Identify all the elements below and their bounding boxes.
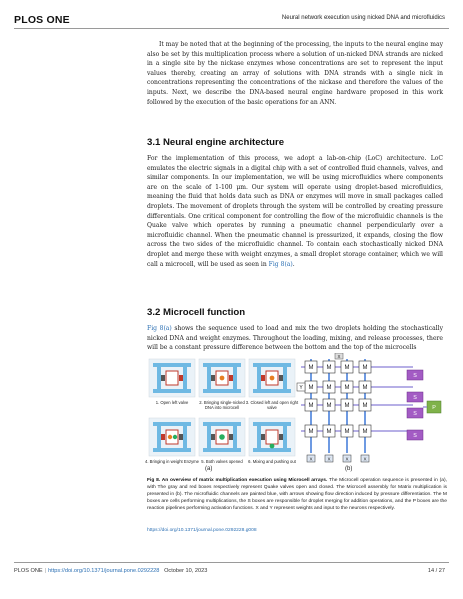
page-number: 14 / 27 <box>427 568 445 574</box>
channel-left <box>157 367 161 389</box>
section-heading-3-1: 3.1 Neural engine architecture <box>147 137 285 148</box>
panel-a-diagram <box>147 355 297 475</box>
channel-bottom <box>203 389 241 393</box>
channel-top <box>203 363 241 367</box>
figure-doi-link[interactable]: https://doi.org/10.1371/journal.pone.0292228.g008 <box>147 528 257 533</box>
s-box-label: S <box>413 411 417 417</box>
panel-b-label: (b) <box>345 466 353 472</box>
m-cell-label: M <box>326 385 332 392</box>
channel-left <box>157 426 161 448</box>
m-cell-label: M <box>344 385 350 392</box>
right-valve <box>179 375 183 381</box>
panel-a-label: (a) <box>205 466 213 472</box>
channel-bottom <box>253 448 291 452</box>
m-cell-label: M <box>308 365 314 372</box>
footer-doi-link[interactable]: https://doi.org/10.1371/journal.pone.0292228 <box>48 568 160 574</box>
s-box-label: S <box>413 395 417 401</box>
paragraph-2 <box>147 154 443 269</box>
channel-top <box>203 422 241 426</box>
channel-left <box>207 367 211 389</box>
right-valve <box>229 375 233 381</box>
p-box-label: P <box>432 405 436 411</box>
step-4-caption: 4. Bringing in weight Enzyme <box>145 459 199 464</box>
channel-left <box>257 426 261 448</box>
y-input-label: Y <box>299 385 303 391</box>
panel-b-diagram <box>295 353 445 471</box>
m-cell-label: M <box>362 385 368 392</box>
m-cell-label: M <box>308 429 314 436</box>
channel-top <box>253 363 291 367</box>
x-input-label: X <box>345 456 349 462</box>
s-box-label: S <box>413 373 417 379</box>
channel-right <box>233 367 237 389</box>
mixed-droplet <box>270 444 275 449</box>
dna-droplet <box>270 376 275 381</box>
footer-date: October 10, 2023 <box>164 568 208 574</box>
paragraph-3 <box>147 324 443 353</box>
m-cell-label: M <box>344 403 350 410</box>
figure-8 <box>147 355 447 475</box>
header-divider <box>14 28 449 29</box>
m-cell-label: M <box>308 385 314 392</box>
channel-right <box>283 426 287 448</box>
channel-right <box>283 367 287 389</box>
left-valve <box>261 434 265 440</box>
figure-caption-text: The Microcell operation sequence is presented in (a), with The gray and red boxes respectively represent Quake valves open and closed. The Microcell assembly for Matrix multiplication is presented in (b). The microfluidic channels are painted blue, with arrows showing flow direction induced by pressure differentiation. The M boxes are cells performing multiplications, the S boxes are responsible for droplet merging for addition operations, and the P boxes are the reaction pipelines performing activation functions. X and Y represent weights and input to the neurons respectively. <box>147 478 447 511</box>
left-valve <box>261 375 265 381</box>
microcell-step-5 <box>199 418 245 456</box>
channel-left <box>207 426 211 448</box>
microcell-step-6 <box>249 418 295 456</box>
left-valve <box>161 375 165 381</box>
microcell-step-3 <box>249 359 295 397</box>
m-cell-label: M <box>344 365 350 372</box>
footer-citation: PLOS ONE | https://doi.org/10.1371/journal.pone.0292228 October 10, 2023 <box>14 568 208 574</box>
right-valve <box>179 434 183 440</box>
channel-bottom <box>203 448 241 452</box>
channel-bottom <box>153 448 191 452</box>
figure-caption-title: Fig 8. An overview of matrix multiplication execution using Microcell arrays. <box>147 478 328 483</box>
dna-droplet <box>168 435 172 439</box>
m-cell-label: M <box>326 365 332 372</box>
channel-top <box>253 422 291 426</box>
channel-right <box>233 426 237 448</box>
m-cell-label: M <box>326 429 332 436</box>
microcell-step-1 <box>149 359 195 397</box>
top-input-label: X <box>337 354 341 359</box>
channel-top <box>153 363 191 367</box>
mixed-droplet <box>219 434 225 440</box>
fig-8a-link[interactable]: Fig 8(a) <box>268 260 293 268</box>
paragraph-2-text: For the implementation of this process, we adopt a lab-on-chip (LoC) architecture. LoC emulates the electric signals in a digital chip with a set of controlled fluid channels, valves, and similar components. In our implementation, we will be using microfluidics where components are on the scale of 1-100 μm. Our system will operate using droplet-based microfluidics, meaning the fluid that holds data such as DNA or enzymes will move in small packages called droplets. The movement of droplets through the system will be controlled by creating pressure differentials. One critical component for controlling the flow of the microfluidic channels is the Quake valve which operates by running a pneumatic channel perpendicularly over a microfluidic channel. When the pneumatic channel is pressurized, it expands, closing the flow across the two sides of the microfluidic channel. To contain each stochastically nicked DNA droplet and merge these with weight enzymes, a small droplet storage container, which we will call a microcell, will be used as seen in <box>147 155 443 268</box>
m-cell-label: M <box>362 403 368 410</box>
paragraph-3-text: shows the sequence used to load and mix the two droplets holding the stochastically nicked DNA and weight enzymes. Throughout the loading, mixing, and release processes, there will be a constant pressure difference between the bottom and the top of the microcells <box>147 325 443 352</box>
m-cell-label: M <box>344 429 350 436</box>
x-input-label: X <box>309 456 313 462</box>
microcell <box>166 371 178 385</box>
s-box-label: S <box>413 433 417 439</box>
footer-divider <box>14 562 449 563</box>
x-input-label: X <box>363 456 367 462</box>
microcell <box>266 430 278 444</box>
dna-droplet <box>220 376 225 381</box>
section-heading-3-2: 3.2 Microcell function <box>147 307 246 318</box>
left-valve <box>211 434 215 440</box>
m-cell-label: M <box>362 365 368 372</box>
paragraph-2-end: . <box>292 260 295 268</box>
step-5-caption: 5. Both valves opened <box>201 459 243 464</box>
channel-right <box>183 426 187 448</box>
running-title: Neural network execution using nicked DNA and microfluidics <box>281 15 445 21</box>
channel-bottom <box>253 389 291 393</box>
m-cell-label: M <box>362 429 368 436</box>
m-cell-label: M <box>308 403 314 410</box>
journal-logo: PLOS ONE <box>14 14 70 26</box>
step-6-caption: 6. Mixing and pushing out <box>248 459 296 464</box>
microcell-step-4 <box>149 418 195 456</box>
channel-top <box>153 422 191 426</box>
fig-8a-link-2[interactable]: Fig 8(a) <box>147 325 172 332</box>
right-valve <box>279 434 283 440</box>
channel-bottom <box>153 389 191 393</box>
right-valve <box>229 434 233 440</box>
step-3-caption: 3. Closed left and open right valve <box>245 400 299 410</box>
left-valve <box>211 375 215 381</box>
channel-left <box>257 367 261 389</box>
channel-right <box>183 367 187 389</box>
figure-caption <box>147 478 447 513</box>
left-valve <box>161 434 165 440</box>
right-valve <box>279 375 283 381</box>
paragraph-1: It may be noted that at the beginning of the processing, the inputs to the neural engine may also be set by this multiplication process where a solution of un-nicked DNA strands are nicked in a single site by the nickase enzymes whose concentrations are set to represent the input values thereby, creating an array of solutions with DNA strands with a single nick in concentrations representing the concentrations of the nickase and therefore the values of the inputs. Next, we describe the DNA-based neural engine hardware proposed in this work followed by the execution of the basic operations for an ANN. <box>147 41 443 106</box>
x-input-label: X <box>327 456 331 462</box>
microcell-step-2 <box>199 359 245 397</box>
enzyme-droplet <box>173 435 177 439</box>
m-cell-label: M <box>326 403 332 410</box>
step-2-caption: 2. Bringing single-nicked DNA into microcell <box>199 400 245 410</box>
step-1-caption: 1. Open left valve <box>155 400 189 405</box>
footer-journal: PLOS ONE <box>14 568 43 574</box>
